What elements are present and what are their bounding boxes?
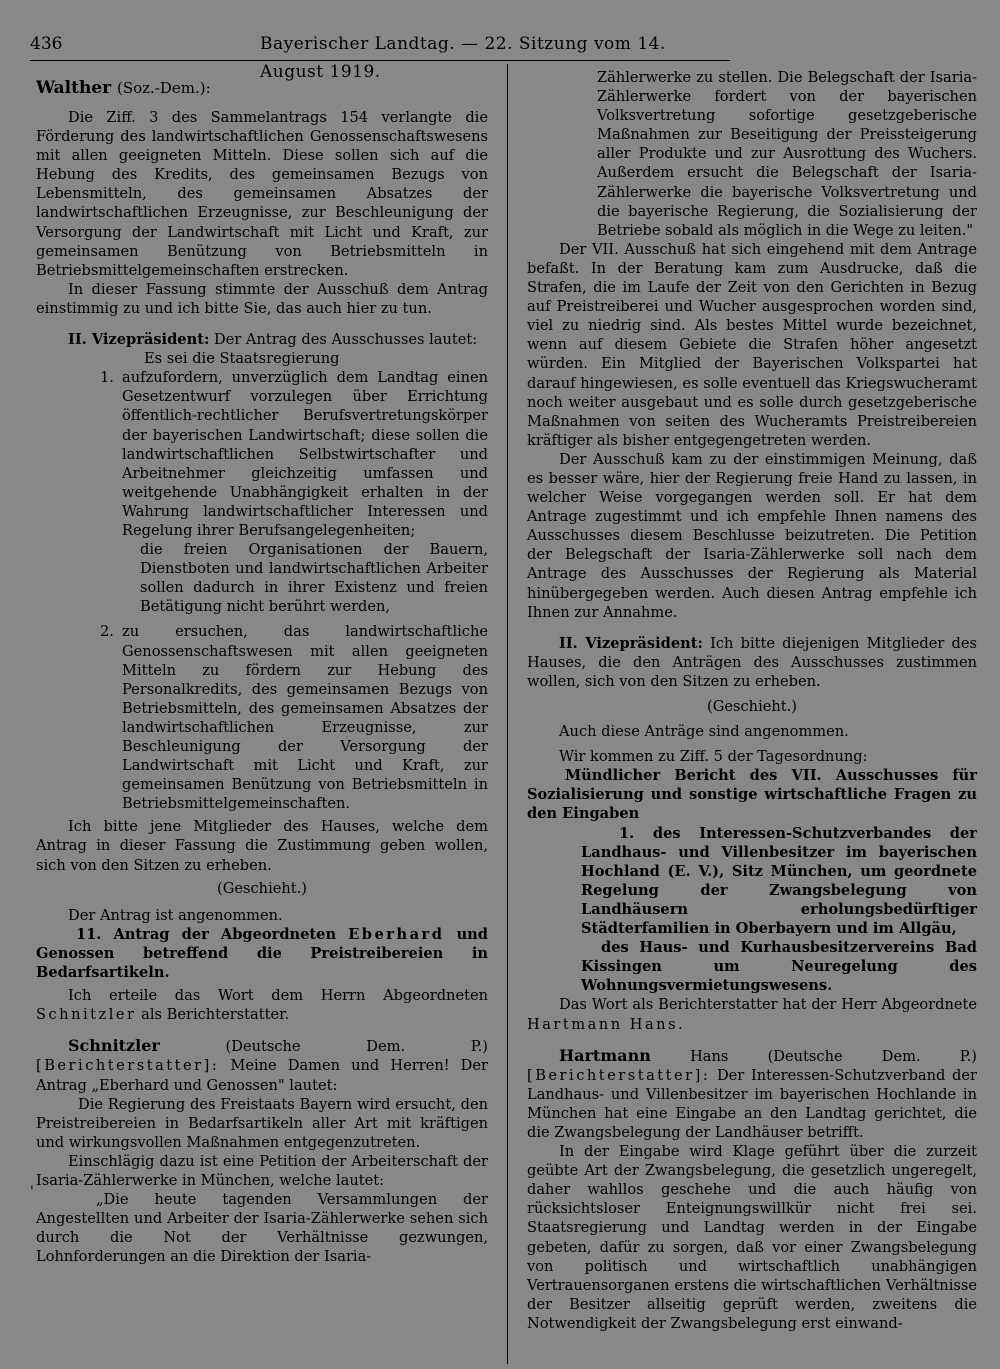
page-number: 436 [30,34,63,54]
paragraph: Einschlägig dazu ist eine Petition der Arbeiterschaft der Isaria-Zählerwerke in München, welche lautet: [36,1152,488,1189]
speaker-name: Schnitzler [68,1036,160,1056]
speaker-heading-walther [36,76,488,100]
right-column [527,68,977,1333]
quoted-petition-continued: Zählerwerke zu stellen. Die Belegschaft der Isaria-Zählerwerke fordert von der bayerischen Volksvertretung sofortige gesetzgeberische Maßnahmen zur Beseitigung der Preissteigerung aller Produkte und zur Ausrottung des Wuchers. Außerdem ersucht die Belegschaft der Isaria-Zählerwerke die bayerische Volksvertretung und die bayerische Regierung, die Sozialisierung der Betriebe sobald als möglich in die Wege zu leiten." [597,69,977,239]
item-text: aufzufordern, unverzüglich dem Landtag einen Gesetzentwurf vorzulegen über Errichtung öffentlich-rechtlicher Berufsvertretungskörper der bayerischen Landwirtschaft; diese sollen die landwirtschaftlichen Selbstwirtschafter und Arbeitnehmer gleichzeitig umfassen und weitgehende Unabhängigkeit erhalten in der Wahrung landwirtschaftlicher Interessen und Regelung ihrer Berufsangelegenheiten; [122,369,488,539]
header-rule [30,60,730,61]
vizepraesident-statement [36,330,488,349]
speaker-role: [Berichterstatter]: [527,1066,711,1084]
speaker-role: [Berichterstatter]: [36,1057,220,1075]
paragraph: Der Ausschuß kam zu der einstimmigen Meinung, daß es besser wäre, hier der Regierung freie Hand zu lassen, in welcher Weise vorgegangen werden soll. Er hat dem Antrage zugestimmt und ich empfehle Ihnen namens des Ausschusses diesem Beschlusse beizutreten. Die Petition der Belegschaft der Isaria-Zählerwerke soll nach dem Antrage des Ausschusses der Regierung als Material hinübergegeben werden. Auch diesen Antrag empfehle ich Ihnen zur Annahme. [527,450,977,621]
speaker-party: (Soz.-Dem.): [117,79,211,97]
speaker-statement-hartmann [527,1046,977,1142]
item-number: 2. [100,623,114,641]
quoted-motion: Die Regierung des Freistaats Bayern wird ersucht, den Preistreibereien in Bedarfsartikeln aller Art mit kräftigen und wirkungsvollen Maßnahmen entgegenzutreten. [36,1095,488,1151]
motion-item-1 [36,368,488,616]
stage-direction: (Geschieht.) [707,698,797,715]
paragraph: Ich erteile das Wort dem Herrn Abgeordneten Schnitzler als Berichterstatter. [36,987,488,1024]
paragraph: Der Antrag ist angenommen. [68,906,283,924]
stage-direction: (Geschieht.) [217,879,307,897]
agenda-item-11: 11. Antrag der Abgeordneten Eberhard und Genossen betreffend die Preistreibereien in Bedarfsartikeln. [36,925,488,982]
paragraph: Wir kommen zu Ziff. 5 der Tagesordnung: [559,748,868,766]
speaker-name: Walther [36,78,112,98]
speaker-party: (Deutsche Dem. P.) [225,1038,489,1056]
petition-item-2: des Haus- und Kurhausbesitzervereins Bad Kissingen um Neuregelung des Wohnungsvermietungswesens. [581,939,977,995]
statement-text: Der Interessen-Schutzverband der Landhaus- und Villenbesitzer im bayerischen Hochlande in München hat eine Eingabe an den Landtag gerichtet, die die Zwangsbelegung der Landhäuser betrifft. [527,1066,978,1141]
paragraph: Auch diese Anträge sind angenommen. [559,723,849,741]
speaker-label: II. Vizepräsident: [68,331,210,349]
petition-item-1: 1. des Interessen-Schutzverbandes der Landhaus- und Villenbesitzer im bayerischen Hochland (E. V.), Sitz München, um geordnete Regelung der Zwangsbelegung von Landhäusern erholungsbedürftiger Städterfamilien in Oberbayern und im Allgäu, [581,824,977,938]
paragraph: Das Wort als Berichterstatter hat der Herr Abgeordnete Hartmann Hans. [527,996,977,1033]
paragraph: Der VII. Ausschuß hat sich eingehend mit dem Antrage befaßt. In der Beratung kam zum Ausdrucke, daß die Strafen, die im Laufe der Zeit von den Gerichten in Bezug auf Preistreiberei und Wucher ausgesprochen worden sind, viel zu niedrig sind. Als bestes Mittel wurde bezeichnet, wenn auf diesem Gebiete die Strafen höher angesetzt würden. Ein Mitglied der Bayerischen Volkspartei hat darauf hingewiesen, es solle eventuell das Kriegswucheramt noch weiter ausgebaut und es solle durch gesetzgeberische Maßnahmen von seiten des Wucheramts Preistreibereien kräftiger als bisher entgegengetreten werden. [527,240,977,449]
paragraph: Ich bitte jene Mitglieder des Hauses, welche dem Antrag in dieser Fassung die Zustimmung geben wollen, sich von den Sitzen zu erheben. [36,818,488,874]
paragraph: In dieser Fassung stimmte der Ausschuß dem Antrag einstimmig zu und ich bitte Sie, das auch hier zu tun. [36,280,488,317]
statement-text: Ich bitte diejenigen Mitglieder des Hauses, die den Anträgen des Ausschusses zustimmen wollen, sich von den Sitzen zu erheben. [527,634,977,690]
item-text: die freien Organisationen der Bauern, Dienstboten und landwirtschaftlichen Arbeiter sollen dadurch in ihrer Existenz und freien Betätigung nicht berührt werden, [140,541,488,616]
speaker-statement-schnitzler [36,1036,488,1094]
statement-text: Meine Damen und Herren! Der Antrag „Eberhard und Genossen" lautet: [36,1057,488,1094]
deputy-name: Schnitzler [36,1006,137,1024]
margin-mark: ' [30,1184,34,1200]
paragraph: In der Eingabe wird Klage geführt über die zurzeit geübte Art der Zwangsbelegung, die gesetzlich ungeregelt, daher wahllos geschehe und die auch häufig von rücksichtsloser Enteignungswillkür nicht frei sei. Staatsregierung und Landtag werden in der Eingabe gebeten, dafür zu sorgen, daß vor einer Zwangsbelegung von politisch und wirtschaftlich unabhängigen Vertrauensorganen erstens die wirtschaftlichen Verhältnisse der Besitzer allseitig geprüft werden, zweitens die Notwendigkeit der Zwangsbelegung erst einwand- [527,1143,977,1332]
statement-text: Der Antrag des Ausschusses lautet: [213,331,478,349]
vizepraesident-statement [527,634,977,691]
deputy-name: Eberhard [348,925,445,943]
left-column [36,76,488,1266]
motion-item-2 [36,622,488,813]
speaker-first-name: Hans [690,1047,729,1065]
item-number: 1. [100,369,114,387]
page-header [30,30,730,82]
running-title: Bayerischer Landtag. — 22. Sitzung vom 14. August 1919. [260,34,666,82]
motion-intro: Es sei die Staatsregierung [144,350,340,368]
speaker-party: (Deutsche Dem. P.) [767,1047,978,1065]
report-heading: Mündlicher Bericht des VII. Ausschusses für Sozialisierung und sonstige wirtschaftliche Fragen zu den Eingaben [527,767,977,823]
quoted-petition: „Die heute tagenden Versammlungen der Angestellten und Arbeiter der Isaria-Zählerwerke sehen sich durch die Not der Verhältnisse gezwungen, Lohnforderungen an die Direktion der Isaria- [36,1191,488,1266]
deputy-name: Hartmann Hans. [527,1015,686,1033]
item-text: zu ersuchen, das landwirtschaftliche Genossenschaftswesen mit allen geeigneten Mitteln zu fördern zur Hebung des Personalkredits, des gemeinsamen Bezugs von Betriebsmitteln, des gemeinsamen Absatzes der landwirtschaftlichen Erzeugnisse, zur Beschleunigung der Versorgung der Landwirtschaft mit Licht und Kraft, zur gemeinsamen Benützung von Betriebsmitteln in Betriebsmittelgemeinschaften. [122,623,488,813]
paragraph: Die Ziff. 3 des Sammelantrags 154 verlangte die Förderung des landwirtschaftlichen Genossenschaftswesens mit allen geeigneten Mitteln. Diese sollen sich auf die Hebung des Kredits, des gemeinsamen Bezugs von Lebensmitteln, des gemeinsamen Absatzes der landwirtschaftlichen Erzeugnisse, zur Beschleunigung der Versorgung der Landwirtschaft mit Licht und Kraft, zur gemeinsamen Benützung von Betriebsmitteln in Betriebsmittelgemeinschaften erstrecken. [36,109,488,279]
column-divider [507,64,508,1364]
speaker-name: Hartmann [559,1045,651,1065]
speaker-label: II. Vizepräsident: [559,634,703,652]
